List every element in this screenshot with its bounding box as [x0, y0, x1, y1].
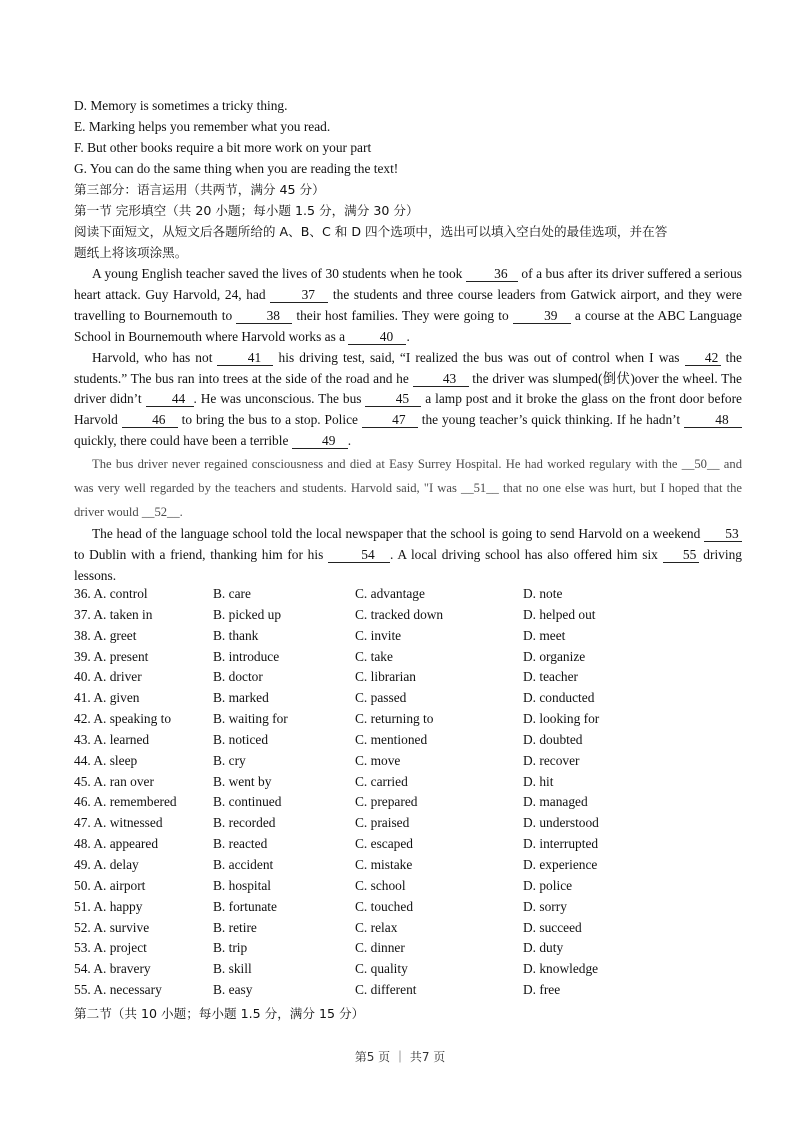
option-a: 55. A. necessary — [74, 982, 162, 998]
option-a: 54. A. bravery — [74, 961, 151, 977]
blank-41: 41 — [217, 351, 273, 366]
blank-49: 49 — [292, 434, 348, 449]
option-b: B. accident — [213, 856, 274, 872]
paragraph-2: Harvold, who has not 41 his driving test, said, “I realized the bus was out of control when I was 42 the students.” The bus ran into trees at the side of the road and he 43 the driver was slumped(倒伏)over the wheel. The driver didn’t 44 . He was unconscious. The bus 45 a lamp post and it broke the glass on the front door before Harvold 46 to bring the bus to a stop. Police 47 the young teacher’s quick thinking. If he hadn’t 48 quickly, there could have been a terrible 49 . — [74, 349, 742, 449]
option-a: 50. A. airport — [74, 877, 146, 893]
option-b: B. skill — [213, 961, 252, 977]
option-b: B. trip — [213, 940, 248, 956]
option-b: B. picked up — [213, 606, 282, 622]
instruction-line-1: 阅读下面短文，从短文后各题所给的 A、B、C 和 D 四个选项中，选出可以填入空白处的最佳选项，并在答 — [74, 224, 668, 239]
paragraph-1: A young English teacher saved the lives of 30 students when he took 36 of a bus after its driver suffered a serious heart attack. Guy Harvold, 24, had 37 the students and three course leaders from Gatwick airport, and they were travelling to Bournemouth to 38 their host families. They were going to 39 a course at the ABC Language School in Bournemouth where Harvold works as a 40 . — [74, 266, 742, 344]
option-d: D. knowledge — [523, 961, 599, 977]
option-d: D. helped out — [523, 606, 596, 622]
option-a: 51. A. happy — [74, 898, 143, 914]
option-b: B. waiting for — [213, 711, 288, 727]
option-d: D. looking for — [523, 711, 600, 727]
option-a: 40. A. driver — [74, 669, 142, 685]
option-a: 42. A. speaking to — [74, 711, 172, 727]
page-footer: 第5 页 ｜ 共7 页 — [354, 1050, 446, 1064]
blank-45: 45 — [365, 392, 421, 407]
option-c: C. touched — [355, 898, 414, 914]
option-b: B. reacted — [213, 836, 268, 852]
option-c: C. mentioned — [355, 731, 428, 747]
option-a: 49. A. delay — [74, 856, 139, 872]
option-c: C. advantage — [355, 586, 425, 601]
blank-38: 38 — [236, 309, 292, 324]
option-d: D. Memory is sometimes a tricky thing. — [74, 98, 288, 113]
option-e: E. Marking helps you remember what you read. — [74, 119, 331, 134]
cloze-passage — [74, 264, 742, 587]
option-b: B. care — [213, 586, 251, 601]
option-c: C. move — [355, 752, 401, 768]
option-b: B. hospital — [213, 877, 272, 893]
option-a: 37. A. taken in — [74, 606, 153, 622]
blank-52: __52__ — [141, 505, 180, 520]
blank-36: 36 — [466, 267, 518, 282]
option-a: 53. A. project — [74, 940, 147, 956]
blank-42: 42 — [685, 351, 721, 366]
option-b: B. continued — [213, 794, 282, 810]
option-c: C. relax — [355, 919, 398, 935]
blank-53: 53 — [704, 527, 742, 542]
option-a: 44. A. sleep — [74, 752, 138, 768]
blank-44: 44 — [146, 392, 194, 407]
option-d: D. understood — [523, 815, 599, 831]
option-a: 38. A. greet — [74, 627, 137, 643]
option-b: B. thank — [213, 627, 259, 643]
option-c: C. librarian — [355, 669, 416, 685]
option-g: G. You can do the same thing when you are reading the text! — [74, 161, 399, 176]
option-c: C. tracked down — [355, 606, 444, 622]
option-c: C. dinner — [355, 940, 405, 956]
option-a: 45. A. ran over — [74, 773, 154, 789]
option-a: 48. A. appeared — [74, 836, 159, 852]
option-c: C. mistake — [355, 856, 413, 872]
blank-51: __51__ — [461, 481, 499, 496]
option-f: F. But other books require a bit more work on your part — [74, 140, 372, 155]
option-c: C. invite — [355, 627, 402, 643]
option-d: D. sorry — [523, 898, 567, 914]
option-b: B. introduce — [213, 648, 280, 664]
section2-title: 第二节（共 10 小题；每小题 1.5 分，满分 15 分） — [74, 1006, 365, 1021]
instruction-line-2: 题纸上将该项涂黑。 — [74, 245, 188, 260]
option-d: D. duty — [523, 940, 564, 956]
paragraph-3: The bus driver never regained consciousness and died at Easy Surrey Hospital. He had worked regulary with the __50__ and was very well regarded by the teachers and students. Harvold said, "I was __51__ that no one else was hurt, but I hoped that the driver would __52__. — [74, 457, 742, 520]
blank-47: 47 — [362, 413, 418, 428]
option-d: D. police — [523, 877, 573, 893]
option-d: D. interrupted — [523, 836, 599, 852]
option-d: D. teacher — [523, 669, 579, 685]
option-b: B. marked — [213, 690, 269, 706]
option-c: C. take — [355, 648, 393, 664]
option-a: 52. A. survive — [74, 919, 150, 935]
option-d: D. conducted — [523, 690, 595, 706]
option-b: B. cry — [213, 752, 246, 768]
option-b: B. fortunate — [213, 898, 277, 914]
option-c: C. carried — [355, 773, 408, 789]
blank-40: 40 — [348, 330, 406, 345]
option-b: B. recorded — [213, 815, 276, 831]
option-d: D. meet — [523, 627, 566, 643]
paragraph-4: The head of the language school told the local newspaper that the school is going to send Harvold on a weekend 53 to Dublin with a friend, thanking him for his 54 . A local driving school has also offered him six 55 driving lessons. — [74, 526, 742, 583]
blank-50: __50__ — [681, 457, 720, 472]
option-c: C. escaped — [355, 836, 414, 852]
option-b: B. went by — [213, 773, 272, 789]
option-c: C. praised — [355, 815, 410, 831]
option-d: D. note — [523, 586, 563, 601]
option-d: D. managed — [523, 794, 588, 810]
blank-43: 43 — [413, 372, 469, 387]
option-d: D. doubted — [523, 731, 583, 747]
option-a: 41. A. given — [74, 690, 140, 706]
option-a: 47. A. witnessed — [74, 815, 163, 831]
blank-55: 55 — [663, 548, 699, 563]
option-a: 39. A. present — [74, 648, 149, 664]
blank-37: 37 — [270, 288, 328, 303]
blank-39: 39 — [513, 309, 571, 324]
option-d: D. organize — [523, 648, 586, 664]
blank-46: 46 — [122, 413, 178, 428]
section1-title: 第一节 完形填空（共 20 小题；每小题 1.5 分，满分 30 分） — [74, 203, 419, 218]
blank-48: 48 — [684, 413, 742, 428]
option-d: D. hit — [523, 773, 554, 789]
option-b: B. retire — [213, 919, 257, 935]
part3-title: 第三部分：语言运用（共两节，满分 45 分） — [74, 182, 325, 197]
option-a: 46. A. remembered — [74, 794, 177, 810]
option-c: C. quality — [355, 961, 408, 977]
option-a: 36. A. control — [74, 586, 148, 601]
option-b: B. easy — [213, 982, 253, 998]
option-d: D. recover — [523, 752, 580, 768]
option-b: B. noticed — [213, 731, 269, 747]
option-d: D. free — [523, 982, 561, 998]
blank-54: 54 — [328, 548, 390, 563]
option-a: 43. A. learned — [74, 731, 150, 747]
option-c: C. prepared — [355, 794, 418, 810]
option-c: C. different — [355, 982, 417, 998]
option-c: C. school — [355, 877, 406, 893]
option-c: C. passed — [355, 690, 407, 706]
option-d: D. experience — [523, 856, 598, 872]
option-d: D. succeed — [523, 919, 582, 935]
option-b: B. doctor — [213, 669, 263, 685]
option-c: C. returning to — [355, 711, 434, 727]
